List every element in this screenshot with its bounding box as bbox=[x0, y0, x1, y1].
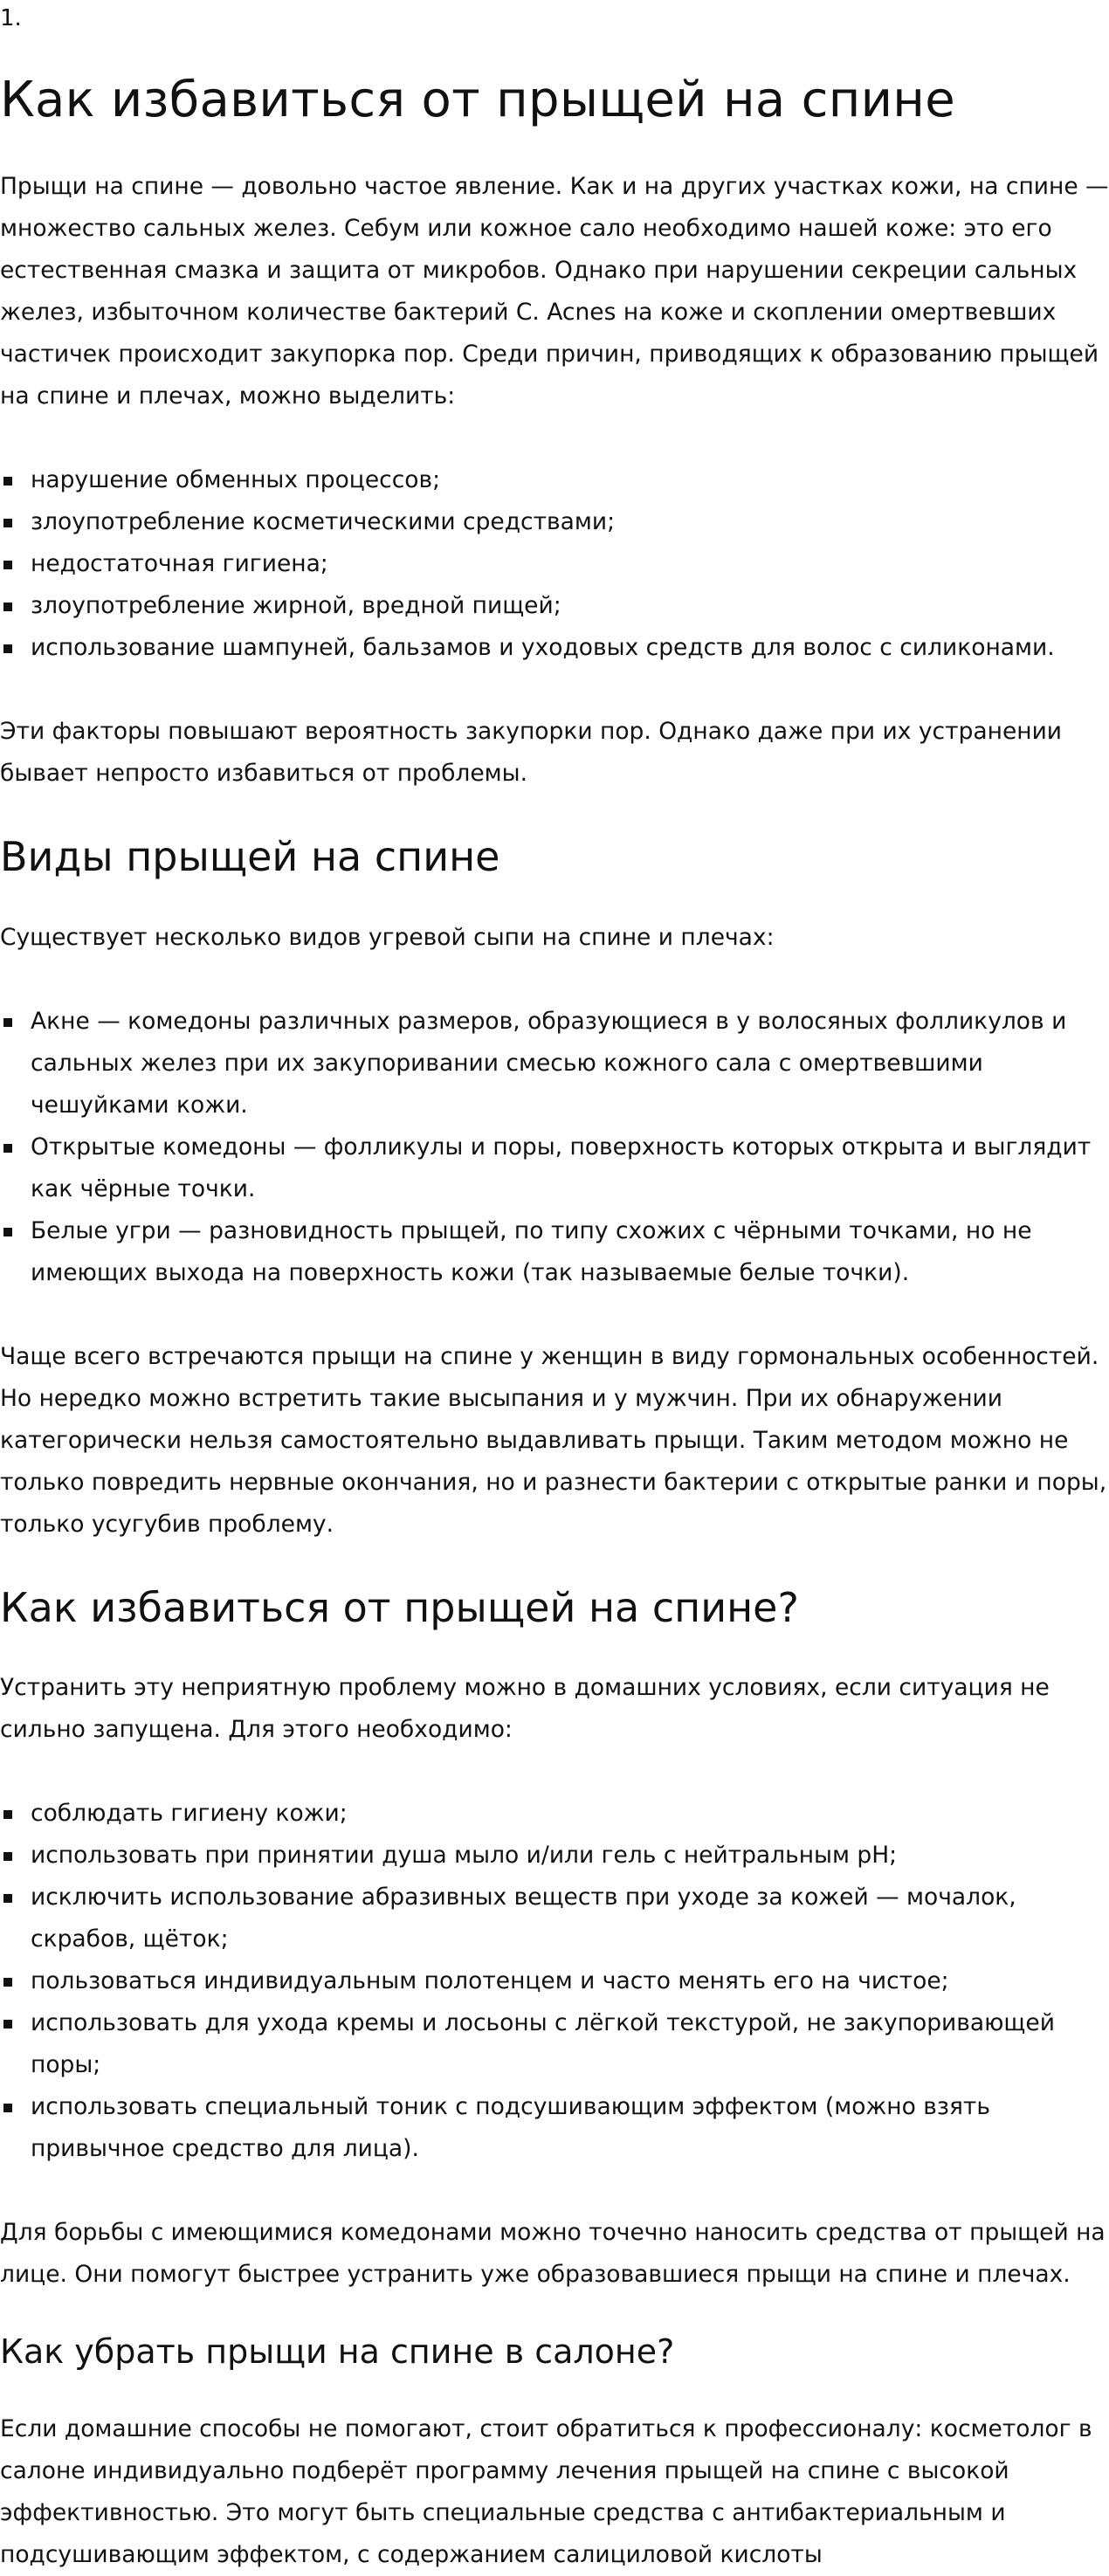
bullet-square-icon bbox=[3, 519, 12, 527]
types-intro-paragraph: Существует несколько видов угревой сыпи на спине и плечах: bbox=[0, 923, 775, 951]
list-item-text: соблюдать гигиену кожи; bbox=[31, 1799, 348, 1827]
intro-paragraph: Прыщи на спине — довольно частое явление. Как и на других участках кожи, на спине — множество сальных желез. Себум или кожное сало необходимо нашей коже: это его естественная смазка и защита от микробов. Однако при нарушении секреции сальных желез, избыточном количестве бактерий C. Acnes на коже и скоплении омертвевших частичек происходит закупорка пор. Среди причин, приводящих к образованию прыщей на спине и плечах, можно выделить: bbox=[0, 173, 1109, 410]
bullet-square-icon bbox=[3, 2104, 12, 2112]
types-outro-paragraph: Чаще всего встречаются прыщи на спине у женщин в виду гормональных особенностей. Но нередко можно встретить такие высыпания и у мужчин. При их обнаружении категорически нельзя самостоятельно выдавливать прыщи. Таким методом можно не только повредить нервные окончания, но и разнести бактерии с открытые ранки и поры, только усугубив проблему. bbox=[0, 1342, 1107, 1538]
list-item-text: недостаточная гигиена; bbox=[31, 550, 328, 578]
article-title: Как избавиться от прыщей на спине bbox=[0, 72, 955, 129]
list-item bbox=[0, 627, 1109, 669]
how-steps-list bbox=[0, 1793, 1109, 2170]
article-page bbox=[0, 5, 1109, 2576]
salon-heading: Как убрать прыщи на спине в салоне? bbox=[0, 2331, 675, 2371]
list-item-text: Белые угри — разновидность прыщей, по типу схожих с чёрными точками, но не имеющих выхода на поверхность кожи (так называемые белые точки). bbox=[31, 1216, 1032, 1286]
list-item-text: использование шампуней, бальзамов и уходовых средств для волос с силиконами. bbox=[31, 634, 1055, 662]
causes-outro-paragraph: Эти факторы повышают вероятность закупорки пор. Однако даже при их устранении бывает непросто избавиться от проблемы. bbox=[0, 718, 1063, 788]
list-item-text: пользоваться индивидуальным полотенцем и часто менять его на чистое; bbox=[31, 1966, 949, 1994]
how-heading: Как избавиться от прыщей на спине? bbox=[0, 1583, 799, 1631]
list-item bbox=[0, 585, 1109, 627]
causes-list bbox=[0, 459, 1109, 669]
bullet-square-icon bbox=[3, 1852, 12, 1861]
bullet-square-icon bbox=[3, 644, 12, 653]
list-item bbox=[0, 1960, 1109, 2002]
types-heading: Виды прыщей на спине bbox=[0, 833, 500, 881]
list-item bbox=[0, 1126, 1109, 1210]
list-item bbox=[0, 2002, 1109, 2086]
list-item bbox=[0, 1877, 1109, 1960]
list-item bbox=[0, 501, 1109, 543]
bullet-square-icon bbox=[3, 2020, 12, 2028]
list-item-text: Открытые комедоны — фолликулы и поры, поверхность которых открыта и выглядит как чёрные точки. bbox=[31, 1133, 1092, 1202]
list-item-text: исключить использование абразивных веществ при уходе за кожей — мочалок, скрабов, щёток; bbox=[31, 1883, 1016, 1953]
bullet-square-icon bbox=[3, 1018, 12, 1027]
list-item bbox=[0, 1835, 1109, 1877]
bullet-square-icon bbox=[3, 1810, 12, 1819]
list-item bbox=[0, 1210, 1109, 1294]
list-item-text: использовать специальный тоник с подсушивающим эффектом (можно взять привычное средство для лица). bbox=[31, 2092, 990, 2162]
bullet-square-icon bbox=[3, 477, 12, 486]
salon-paragraph: Если домашние способы не помогают, стоит обратиться к профессионалу: косметолог в салоне индивидуально подберёт программу лечения прыщей на спине с высокой эффективностью. Это могут быть специальные средства с антибактериальным и подсушивающим эффектом, с содержанием салициловой кислоты bbox=[0, 2415, 1092, 2569]
bullet-square-icon bbox=[3, 1978, 12, 1987]
list-item-text: нарушение обменных процессов; bbox=[31, 466, 441, 494]
bullet-square-icon bbox=[3, 1228, 12, 1236]
list-item bbox=[0, 543, 1109, 585]
bullet-square-icon bbox=[3, 1894, 12, 1903]
how-intro-paragraph: Устранить эту неприятную проблему можно в домашних условиях, если ситуация не сильно запущена. Для этого необходимо: bbox=[0, 1673, 1050, 1743]
list-item-text: злоупотребление косметическими средствами; bbox=[31, 508, 616, 536]
list-item-text: злоупотребление жирной, вредной пищей; bbox=[31, 592, 561, 620]
list-item bbox=[0, 1793, 1109, 1835]
list-item bbox=[0, 1001, 1109, 1126]
list-item bbox=[0, 2086, 1109, 2170]
bullet-square-icon bbox=[3, 561, 12, 569]
how-outro-paragraph: Для борьбы с имеющимися комедонами можно точечно наносить средства от прыщей на лице. Они помогут быстрее устранить уже образовавшиеся прыщи на спине и плечах. bbox=[0, 2218, 1106, 2288]
bullet-square-icon bbox=[3, 603, 12, 611]
list-item-text: Акне — комедоны различных размеров, образующиеся в у волосяных фолликулов и сальных желез при их закупоривании смесью кожного сала с омертвевшими чешуйками кожи. bbox=[31, 1007, 1067, 1119]
list-item-text: использовать при принятии душа мыло и/или гель с нейтральным pH; bbox=[31, 1841, 898, 1869]
list-number-marker: 1. bbox=[0, 5, 22, 31]
list-item-text: использовать для ухода кремы и лосьоны с лёгкой текстурой, не закупоривающей поры; bbox=[31, 2008, 1055, 2078]
bullet-square-icon bbox=[3, 1144, 12, 1153]
list-item bbox=[0, 459, 1109, 501]
types-list bbox=[0, 1001, 1109, 1294]
